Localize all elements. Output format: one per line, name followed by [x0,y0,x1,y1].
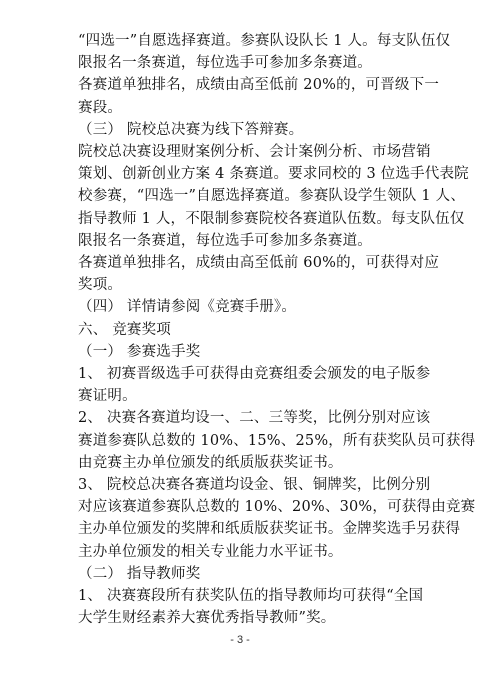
text-line: 3、 院校总决赛各赛道均设金、银、铜牌奖，比例分别 [78,477,431,493]
text-line: 各赛道单独排名，成绩由高至低前 20%的，可晋级下一 [78,77,440,93]
text-line: 限报名一条赛道，每位选手可参加多条赛道。 [78,233,372,249]
text-line: 主办单位颁发的相关专业能力水平证书。 [78,544,343,560]
text-line: 奖项。 [78,277,123,293]
text-line: 策划、创新创业方案 4 条赛道。要求同校的 3 位选手代表院 [78,166,469,182]
text-line: 主办单位颁发的奖牌和纸质版获奖证书。金牌奖选手另获得 [78,521,461,537]
text-line: 限报名一条赛道，每位选手可参加多条赛道。 [78,55,372,71]
text-line: 大学生财经素养大赛优秀指导教师”奖。 [78,610,336,626]
subsection-heading: （二） 指导教师奖 [78,566,201,582]
section-heading: 六、 竞赛奖项 [78,322,172,338]
text-line: （四） 详情请参阅《竞赛手册》。 [78,299,297,315]
text-line: 校参赛，“四选一”自愿选择赛道。参赛队设学生领队 1 人、 [78,188,466,204]
subsection-heading: （一） 参赛选手奖 [78,344,201,360]
text-line: “四选一”自愿选择赛道。参赛队设队长 1 人。每支队伍仅 [78,33,451,49]
text-line: （三） 院校总决赛为线下答辩赛。 [78,122,304,138]
text-line: 对应该赛道参赛队总数的 10%、20%、30%，可获得由竞赛 [78,499,476,515]
text-line: 赛证明。 [78,388,137,404]
text-line: 院校总决赛设理财案例分析、会计案例分析、市场营销 [78,144,431,160]
text-line: 赛段。 [78,100,123,116]
text-line: 1、 初赛晋级选手可获得由竞赛组委会颁发的电子版参 [78,366,431,382]
text-line: 各赛道单独排名，成绩由高至低前 60%的，可获得对应 [78,255,440,271]
text-line: 1、 决赛赛段所有获奖队伍的指导教师均可获得“全国 [78,588,424,604]
text-line: 2、 决赛各赛道均设一、二、三等奖，比例分别对应该 [78,410,431,426]
text-line: 指导教师 1 人，不限制参赛院校各赛道队伍数。每支队伍仅 [78,211,465,227]
text-line: 赛道参赛队总数的 10%、15%、25%，所有获奖队员可获得 [78,433,476,449]
page-number: - 3 - [230,634,250,646]
text-line: 由竞赛主办单位颁发的纸质版获奖证书。 [78,455,343,471]
